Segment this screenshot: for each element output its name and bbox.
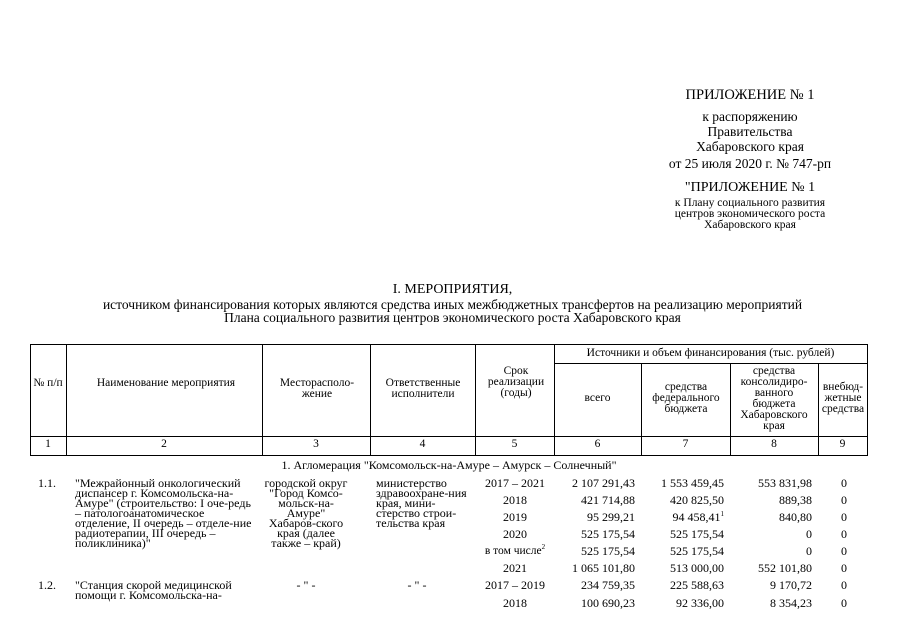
item-name: "Межрайонный онкологический диспансер г. Комсомольска-на-Амуре" (строительство: I оче-редь – патологоанатомическое отделение, II очередь – отделе-ние радиотерапии, III очередь – поликлиника)" bbox=[75, 476, 252, 550]
col-number: 7 bbox=[682, 438, 689, 450]
row-consolidated: 553 831,98 bbox=[758, 476, 812, 490]
header-consolidated: средства консолидиро-ванного бюджета Хабаровского края bbox=[740, 365, 808, 432]
header-name: Наименование мероприятия bbox=[96, 377, 236, 389]
appendix-header bbox=[640, 88, 860, 171]
header-sources: Источники и объем финансирования (тыс. рублей) bbox=[586, 347, 835, 359]
row-total: 1 065 101,80 bbox=[572, 561, 635, 575]
row-federal: 1 553 459,45 bbox=[661, 476, 724, 490]
row-federal: 525 175,54 bbox=[670, 544, 724, 558]
header-location: Месторасполо-жение bbox=[279, 377, 355, 400]
row-extra: 0 bbox=[841, 596, 847, 610]
appendix2-line1: к Плану социального развития bbox=[674, 197, 826, 209]
footnote-mark: 2 bbox=[541, 543, 546, 552]
section-subtitle-line2: Плана социального развития центров экономического роста Хабаровского края bbox=[224, 310, 681, 325]
row-federal: 225 588,63 bbox=[670, 578, 724, 592]
row-total: 525 175,54 bbox=[581, 527, 635, 541]
section-title: I. МЕРОПРИЯТИЯ, bbox=[392, 282, 513, 297]
row-total: 2 107 291,43 bbox=[572, 476, 635, 490]
col-number: 5 bbox=[511, 438, 518, 450]
item-location: городской округ "Город Комсо-мольск-на-Амуре" Хабаров-ского края (далее также – край) bbox=[264, 476, 348, 550]
appendix-line3: Хабаровского края bbox=[696, 139, 804, 154]
appendix-line4: от 25 июля 2020 г. № 747-рп bbox=[668, 156, 832, 171]
col-number: 2 bbox=[161, 438, 167, 450]
row-consolidated: 889,38 bbox=[779, 493, 812, 507]
row-total: 525 175,54 bbox=[581, 544, 635, 558]
appendix2-header bbox=[640, 180, 860, 231]
row-extra: 0 bbox=[841, 578, 847, 592]
item-number: 1.1. bbox=[38, 476, 56, 490]
row-term: 2018 bbox=[503, 493, 527, 507]
row-federal: 513 000,00 bbox=[670, 561, 724, 575]
header-executors: Ответственные исполнители bbox=[385, 377, 461, 400]
row-federal bbox=[630, 511, 724, 523]
section-subtitle bbox=[40, 298, 865, 324]
item-name: "Станция скорой медицинской помощи г. Комсомольска-на- bbox=[75, 578, 232, 602]
col-number: 6 bbox=[594, 438, 601, 450]
appendix2-title: "ПРИЛОЖЕНИЕ № 1 bbox=[684, 180, 816, 195]
header-term: Срок реализации (годы) bbox=[487, 365, 545, 399]
appendix-title: ПРИЛОЖЕНИЕ № 1 bbox=[685, 87, 815, 103]
appendix-line2: Правительства bbox=[707, 124, 793, 139]
row-extra: 0 bbox=[841, 561, 847, 575]
row-consolidated: 0 bbox=[806, 527, 812, 541]
row-federal: 525 175,54 bbox=[670, 527, 724, 541]
row-term: 2020 bbox=[503, 527, 527, 541]
header-num: № п/п bbox=[33, 377, 63, 389]
row-extra: 0 bbox=[841, 527, 847, 541]
row-federal: 92 336,00 bbox=[676, 596, 724, 610]
appendix2-line2: центров экономического роста bbox=[674, 208, 826, 220]
row-extra: 0 bbox=[841, 476, 847, 490]
col-number: 8 bbox=[771, 438, 777, 450]
header-total: всего bbox=[584, 392, 611, 404]
row-total: 100 690,23 bbox=[581, 596, 635, 610]
row-extra: 0 bbox=[841, 510, 847, 524]
row-total: 95 299,21 bbox=[587, 510, 635, 524]
row-consolidated: 8 354,23 bbox=[770, 596, 812, 610]
item-number: 1.2. bbox=[38, 578, 56, 592]
item-executors: министерство здравоохране-ния края, мини-стерство строи-тельства края bbox=[376, 476, 467, 530]
row-term: 2017 – 2021 bbox=[485, 476, 545, 490]
item-location: - " - bbox=[296, 578, 316, 592]
row-term-label: в том числе bbox=[484, 545, 542, 557]
row-extra: 0 bbox=[841, 493, 847, 507]
row-term: 2021 bbox=[503, 561, 527, 575]
row-term: 2017 – 2019 bbox=[485, 578, 545, 592]
item-executors: - " - bbox=[407, 578, 427, 592]
col-number: 1 bbox=[45, 438, 51, 450]
header-federal: средства федерального бюджета bbox=[652, 381, 720, 415]
col-number: 4 bbox=[419, 438, 426, 450]
row-consolidated: 840,80 bbox=[779, 510, 812, 524]
col-number: 9 bbox=[839, 438, 846, 450]
table-header bbox=[30, 344, 868, 456]
header-extra: внебюд-жетные средства bbox=[821, 381, 865, 415]
row-consolidated: 9 170,72 bbox=[770, 578, 812, 592]
appendix2-line3: Хабаровского края bbox=[704, 219, 796, 231]
appendix-line1: к распоряжению bbox=[702, 109, 798, 124]
col-number: 3 bbox=[313, 438, 319, 450]
row-consolidated: 0 bbox=[806, 544, 812, 558]
group-title: 1. Агломерация "Комсомольск-на-Амуре – Амурск – Солнечный" bbox=[281, 458, 617, 472]
row-extra: 0 bbox=[841, 544, 847, 558]
row-term: 2018 bbox=[503, 596, 527, 610]
row-consolidated: 552 101,80 bbox=[758, 561, 812, 575]
row-federal-value: 94 458,41 bbox=[672, 510, 721, 524]
section-subtitle-line1: источником финансирования которых являются средства иных межбюджетных трансфертов на реализацию мероприятий bbox=[102, 297, 803, 312]
row-total: 421 714,88 bbox=[581, 493, 635, 507]
row-total: 234 759,35 bbox=[581, 578, 635, 592]
row-federal: 420 825,50 bbox=[670, 493, 724, 507]
footnote-mark: 1 bbox=[720, 510, 724, 518]
row-term: 2019 bbox=[503, 510, 527, 524]
